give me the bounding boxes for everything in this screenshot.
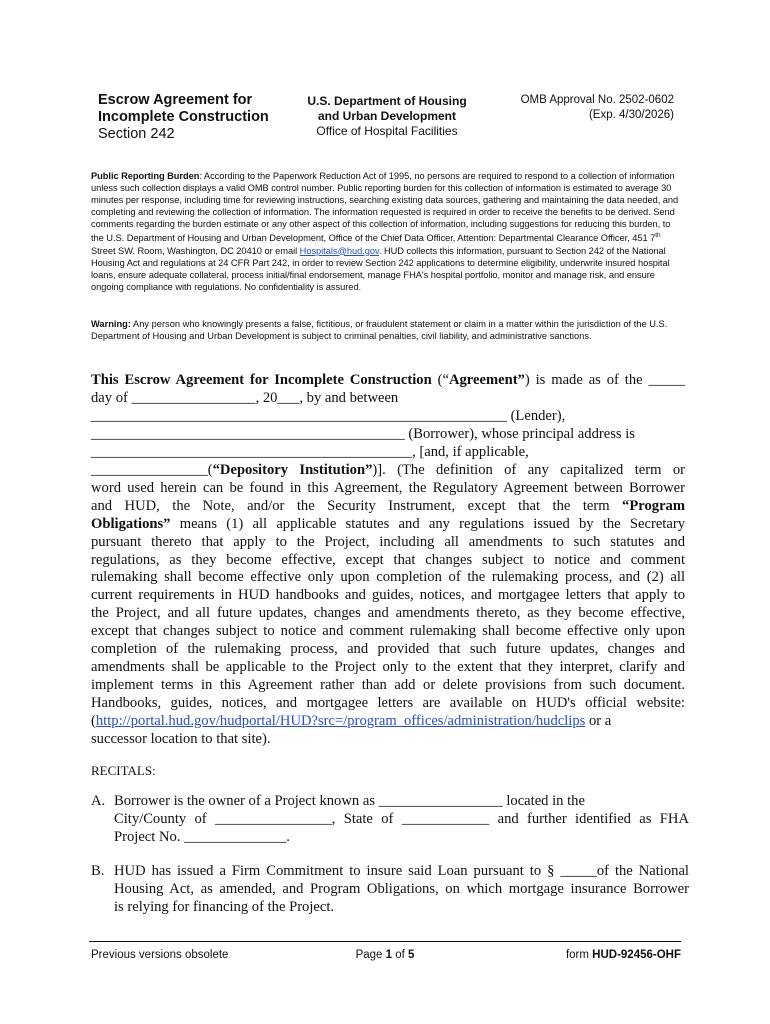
form-title-line1: Escrow Agreement for — [98, 92, 253, 108]
omb-expiration: (Exp. 4/30/2026) — [588, 109, 674, 121]
burden-text-1: : According to the Paperwork Reduction Act of 1995, no persons are required to respond to a collection of information unless such collection displays a valid OMB control number. Public reporting burden for this collection of information is estimated to average 30 minutes per response, including time for reviewing instructions, searching existing data sources, gathering and maintaining the data needed, and completing and reviewing the collection of information. The information requested is required in order to receive the benefits to be derived. Send comments regarding the burden estimate or any other aspect of this collection of information, including suggestions for reducing this burden, to the U.S. Department of Housing and Urban Development, Office of the Chief Data Officer, Attention: Departmental Clearance Officer, 451 7 — [91, 171, 679, 244]
agency-line2: and Urban Development — [317, 109, 457, 123]
warning-label: Warning: — [91, 319, 131, 329]
agency-block — [290, 94, 484, 139]
page-total: 5 — [408, 949, 415, 961]
recital-line: City/County of ________________, State of ____________ and further identified as FHA — [114, 810, 689, 827]
agreement-text: )]. (The definition of any capitalized term or — [372, 461, 686, 478]
agreement-text: (“ — [431, 372, 449, 388]
agreement-text: and HUD, the Note, and/or the Security Instrument, except that the term — [91, 497, 623, 514]
footer-divider — [89, 941, 681, 942]
burden-sup: th — [655, 232, 661, 240]
agreement-line: amendments shall be applicable to the Project only to the extent that they interpret, clarify and — [91, 659, 685, 676]
agreement-line: pursuant thereto that apply to the Project, including all amendments to such statutes and — [91, 533, 685, 550]
omb-approval: OMB Approval No. 2502-0602 — [520, 94, 674, 106]
agreement-line: successor location to that site). — [91, 731, 271, 748]
agreement-title: This Escrow Agreement for Incomplete Construction — [91, 372, 432, 388]
omb-block — [490, 93, 674, 123]
agreement-line: except that changes subject to notice and comment rulemaking shall become effective only upon — [91, 623, 685, 640]
agreement-line: the Project, and all future updates, changes and amendments thereto, as they become effective, — [91, 605, 685, 622]
burden-email-link[interactable]: Hospitals@hud.gov — [299, 245, 379, 256]
burden-label: Public Reporting Burden — [91, 171, 200, 181]
agreement-defined-term: Agreement” — [448, 372, 525, 388]
agreement-line: rulemaking shall become effective only upon completion of the rulemaking process, and (2) all — [91, 569, 685, 586]
agreement-line — [91, 713, 685, 731]
agreement-text: ( — [91, 713, 96, 730]
recital-b — [91, 863, 691, 923]
recital-line: Borrower is the owner of a Project known as _________________ located in the — [114, 793, 585, 809]
agreement-line: _________________________________________________________ (Lender), — [91, 407, 566, 424]
public-reporting-burden — [91, 170, 681, 293]
agreement-line: completion of the rulemaking process, and provided that such future updates, changes and — [91, 641, 685, 658]
recital-a — [91, 793, 691, 853]
agreement-line: day of _________________, 20___, by and between — [91, 389, 399, 406]
agreement-text: ________________( — [91, 461, 213, 478]
agreement-line — [91, 498, 685, 516]
agreement-line: implement terms in this Agreement rather than add or delete provisions from such document. — [91, 677, 685, 694]
recital-line: HUD has issued a Firm Commitment to insure said Loan pursuant to § _____of the National — [114, 863, 689, 879]
recital-b-text — [114, 863, 689, 917]
page-label: Page — [355, 949, 386, 961]
page-current: 1 — [385, 949, 393, 961]
footer-form-id — [566, 949, 681, 961]
recital-a-label: A. — [91, 793, 106, 809]
recital-line: Housing Act, as amended, and Program Obligations, on which mortgage insurance Borrower — [114, 880, 689, 897]
burden-text-3: . HUD collects this information, pursuant to Section 242 of the National Housing Act and regulations at 24 CFR Part 242, in order to review Section 242 applications to determine eligibility, underwrite insured hospital loans, ensure adequate collateral, process initial/final endorsement, manage FHA's hospital portfolio, monitor and manage risk, and ensure ongoing compliance with regulations. No confidentiality is assured. — [91, 245, 670, 292]
agreement-line: current requirements in HUD handbooks and guides, notices, and mortgagee letters that apply to — [91, 587, 685, 604]
agency-line1: U.S. Department of Housing — [307, 94, 467, 108]
agreement-line: Handbooks, guides, notices, and mortgagee letters are available on HUD's official website: — [91, 695, 685, 712]
recitals-heading: RECITALS: — [91, 763, 156, 778]
agreement-line — [91, 516, 685, 534]
form-title-line2: Incomplete Construction — [98, 109, 269, 125]
agreement-text: means (1) all applicable statutes and any regulations issued by the Secretary — [170, 515, 685, 532]
recital-b-label: B. — [91, 863, 105, 879]
agreement-defined-term: “Depository Institution” — [212, 461, 373, 478]
agreement-line — [91, 462, 685, 480]
recital-line: Project No. ______________. — [114, 828, 290, 845]
hudclips-link[interactable]: http://portal.hud.gov/hudportal/HUD?src=/program_offices/administration/hudclips — [95, 713, 586, 730]
agreement-line: ___________________________________________ (Borrower), whose principal address is — [91, 425, 635, 442]
recital-line: is relying for financing of the Project. — [114, 898, 335, 915]
form-title — [98, 92, 298, 143]
agreement-line: regulations, as they become effective, except that changes subject to notice and comment — [91, 551, 685, 568]
agreement-defined-term: “Program — [622, 497, 685, 514]
warning-notice — [91, 318, 681, 342]
agreement-text: or a — [585, 713, 612, 730]
office-name: Office of Hospital Facilities — [316, 124, 458, 138]
burden-text-2: Street SW. Room, Washington, DC 20410 or email — [91, 245, 300, 256]
agreement-line: word used herein can be found in this Agreement, the Regulatory Agreement between Borrower — [91, 479, 685, 496]
form-label: form — [565, 949, 593, 961]
warning-text: Any person who knowingly presents a false, fictitious, or fraudulent statement or claim in a matter within the jurisdiction of the U.S. Department of Housing and Urban Development is subject to criminal penalties, civil liability, and administrative sanctions. — [91, 319, 668, 342]
page-of: of — [392, 949, 409, 961]
agreement-paragraph — [91, 372, 685, 749]
form-title-line3: Section 242 — [98, 126, 175, 142]
agreement-line — [91, 372, 685, 390]
form-number: HUD-92456-OHF — [592, 949, 681, 961]
agreement-text: ) is made as of the _____ — [524, 372, 685, 388]
agreement-defined-term: Obligations” — [91, 515, 171, 532]
recital-a-text — [114, 793, 689, 847]
agreement-line: ____________________________________________, [and, if applicable, — [91, 443, 529, 460]
footer-previous-versions: Previous versions obsolete — [91, 949, 229, 961]
